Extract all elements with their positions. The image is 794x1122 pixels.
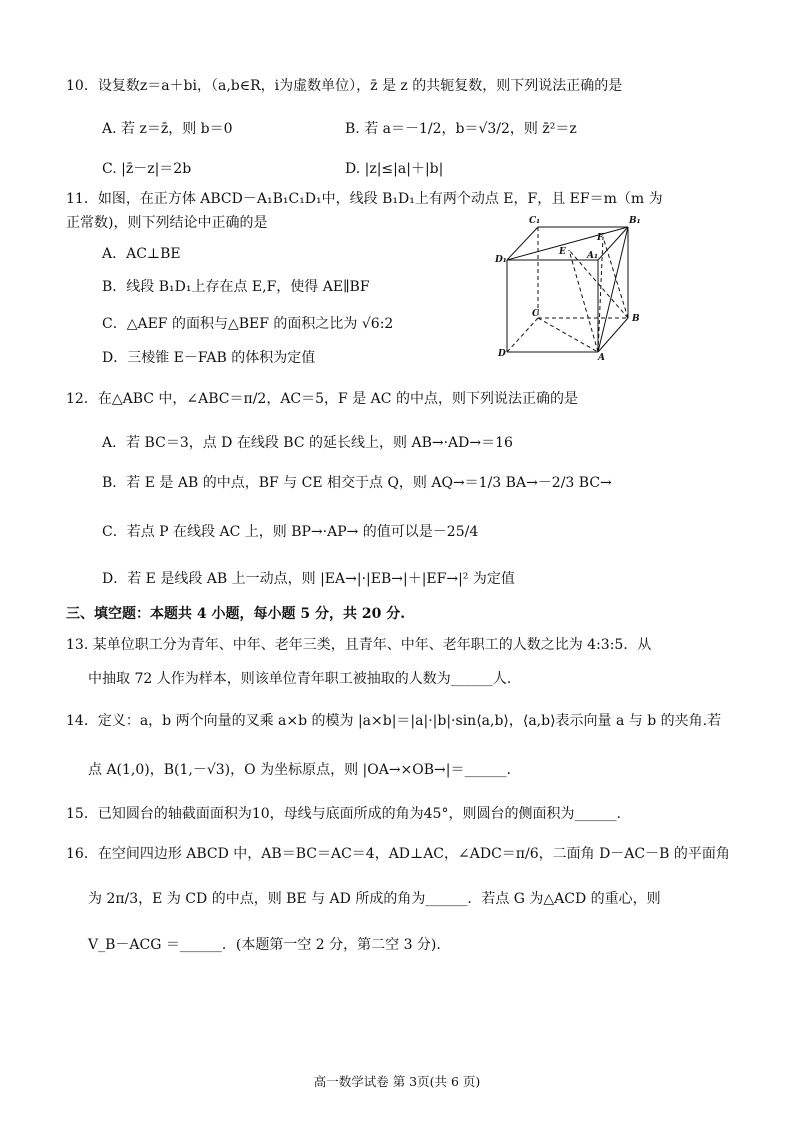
q12-stem: 12．在△ABC 中，∠ABC＝π/2，AC＝5，F 是 AC 的中点，则下列说法正确的是: [66, 391, 578, 407]
q11-stem-line2: 正常数)，则下列结论中正确的是: [66, 215, 268, 231]
label-c: C: [532, 309, 540, 319]
label-e: E: [559, 247, 566, 257]
q11-option-d: D．三棱锥 E－FAB 的体积为定值: [102, 350, 316, 366]
q12-option-d: D．若 E 是线段 AB 上一动点，则 |EA→|·|EB→|＋|EF→|² 为定值: [102, 571, 515, 587]
q12-option-a: A．若 BC＝3，点 D 在线段 BC 的延长线上，则 AB→·AD→＝16: [102, 435, 513, 451]
q13-line2: 中抽取 72 人作为样本，则该单位青年职工被抽取的人数为______人.: [88, 671, 512, 687]
q11-option-a: A．AC⊥BE: [102, 246, 181, 262]
q11-stem-line1: 11．如图，在正方体 ABCD－A₁B₁C₁D₁中，线段 B₁D₁上有两个动点 E，F，且 EF＝m（m 为: [66, 191, 663, 207]
q16-line2: 为 2π/3，E 为 CD 的中点，则 BE 与 AD 所成的角为______．若点 G 为△ACD 的重心，则: [88, 891, 661, 907]
label-b: B: [632, 314, 640, 324]
seg-b-f: [603, 237, 628, 318]
q16-line1: 16．在空间四边形 ABCD 中，AB＝BC＝AC＝4，AD⊥AC，∠ADC＝π/6，二面角 D－AC－B 的平面角: [66, 846, 730, 862]
label-a1: A₁: [587, 251, 598, 261]
section-heading: 三、填空题：本题共 4 小题，每小题 5 分，共 20 分.: [66, 606, 406, 622]
label-d1: D₁: [495, 255, 507, 265]
q14-line1: 14．定义：a，b 两个向量的叉乘 a×b 的模为 |a×b|＝|a|·|b|·sin⟨a,b⟩，⟨a,b⟩表示向量 a 与 b 的夹角.若: [66, 713, 722, 729]
q11-option-b: B．线段 B₁D₁上存在点 E,F，使得 AE∥BF: [102, 279, 370, 295]
edge-d1-c1: [507, 227, 538, 260]
edge-d-c: [507, 318, 538, 352]
q12-option-b: B．若 E 是 AB 的中点，BF 与 CE 相交于点 Q，则 AQ→＝1/3 BA→－2/3 BC→: [102, 475, 612, 491]
q10-option-a: A. 若 z＝z̄，则 b＝0: [102, 121, 233, 137]
q10-stem: 10．设复数z＝a＋bi，（a,b∈R，i为虚数单位），z̄ 是 z 的共轭复数，则下列说法正确的是: [66, 78, 623, 94]
q12-option-c: C．若点 P 在线段 AC 上，则 BP→·AP→ 的值可以是－25/4: [102, 524, 479, 540]
q10-option-b: B. 若 a＝－1/2，b＝√3/2，则 z̄²＝z: [345, 121, 577, 137]
label-c1: C₁: [529, 216, 541, 226]
cube-figure: [495, 212, 655, 362]
q11-option-c: C．△AEF 的面积与△BEF 的面积之比为 √6:2: [102, 316, 394, 332]
q14-line2: 点 A(1,0)，B(1,－√3)，O 为坐标原点，则 |OA→×OB→|＝______.: [88, 762, 511, 778]
diag-c-a: [538, 318, 598, 352]
label-d: D: [498, 349, 506, 359]
page-footer: 高一数学试卷 第 3页(共 6 页): [313, 1074, 481, 1089]
label-f: F: [597, 233, 604, 243]
seg-a-e: [569, 250, 598, 352]
q10-option-c: C. |z̄－z|＝2b: [102, 161, 192, 177]
label-b1: B₁: [629, 216, 641, 226]
q13-line1: 13. 某单位职工分为青年、中年、老年三类，且青年、中年、老年职工的人数之比为 4:3:5．从: [66, 637, 652, 653]
label-a: A: [598, 353, 605, 362]
q10-option-d: D. |z|≤|a|＋|b|: [345, 161, 444, 177]
q15-text: 15．已知圆台的轴截面面积为10，母线与底面所成的角为45°，则圆台的侧面积为______.: [66, 806, 621, 822]
q16-line3: V_B－ACG ＝______．(本题第一空 2 分，第二空 3 分).: [88, 937, 441, 953]
diag-b1-d1: [507, 227, 628, 260]
